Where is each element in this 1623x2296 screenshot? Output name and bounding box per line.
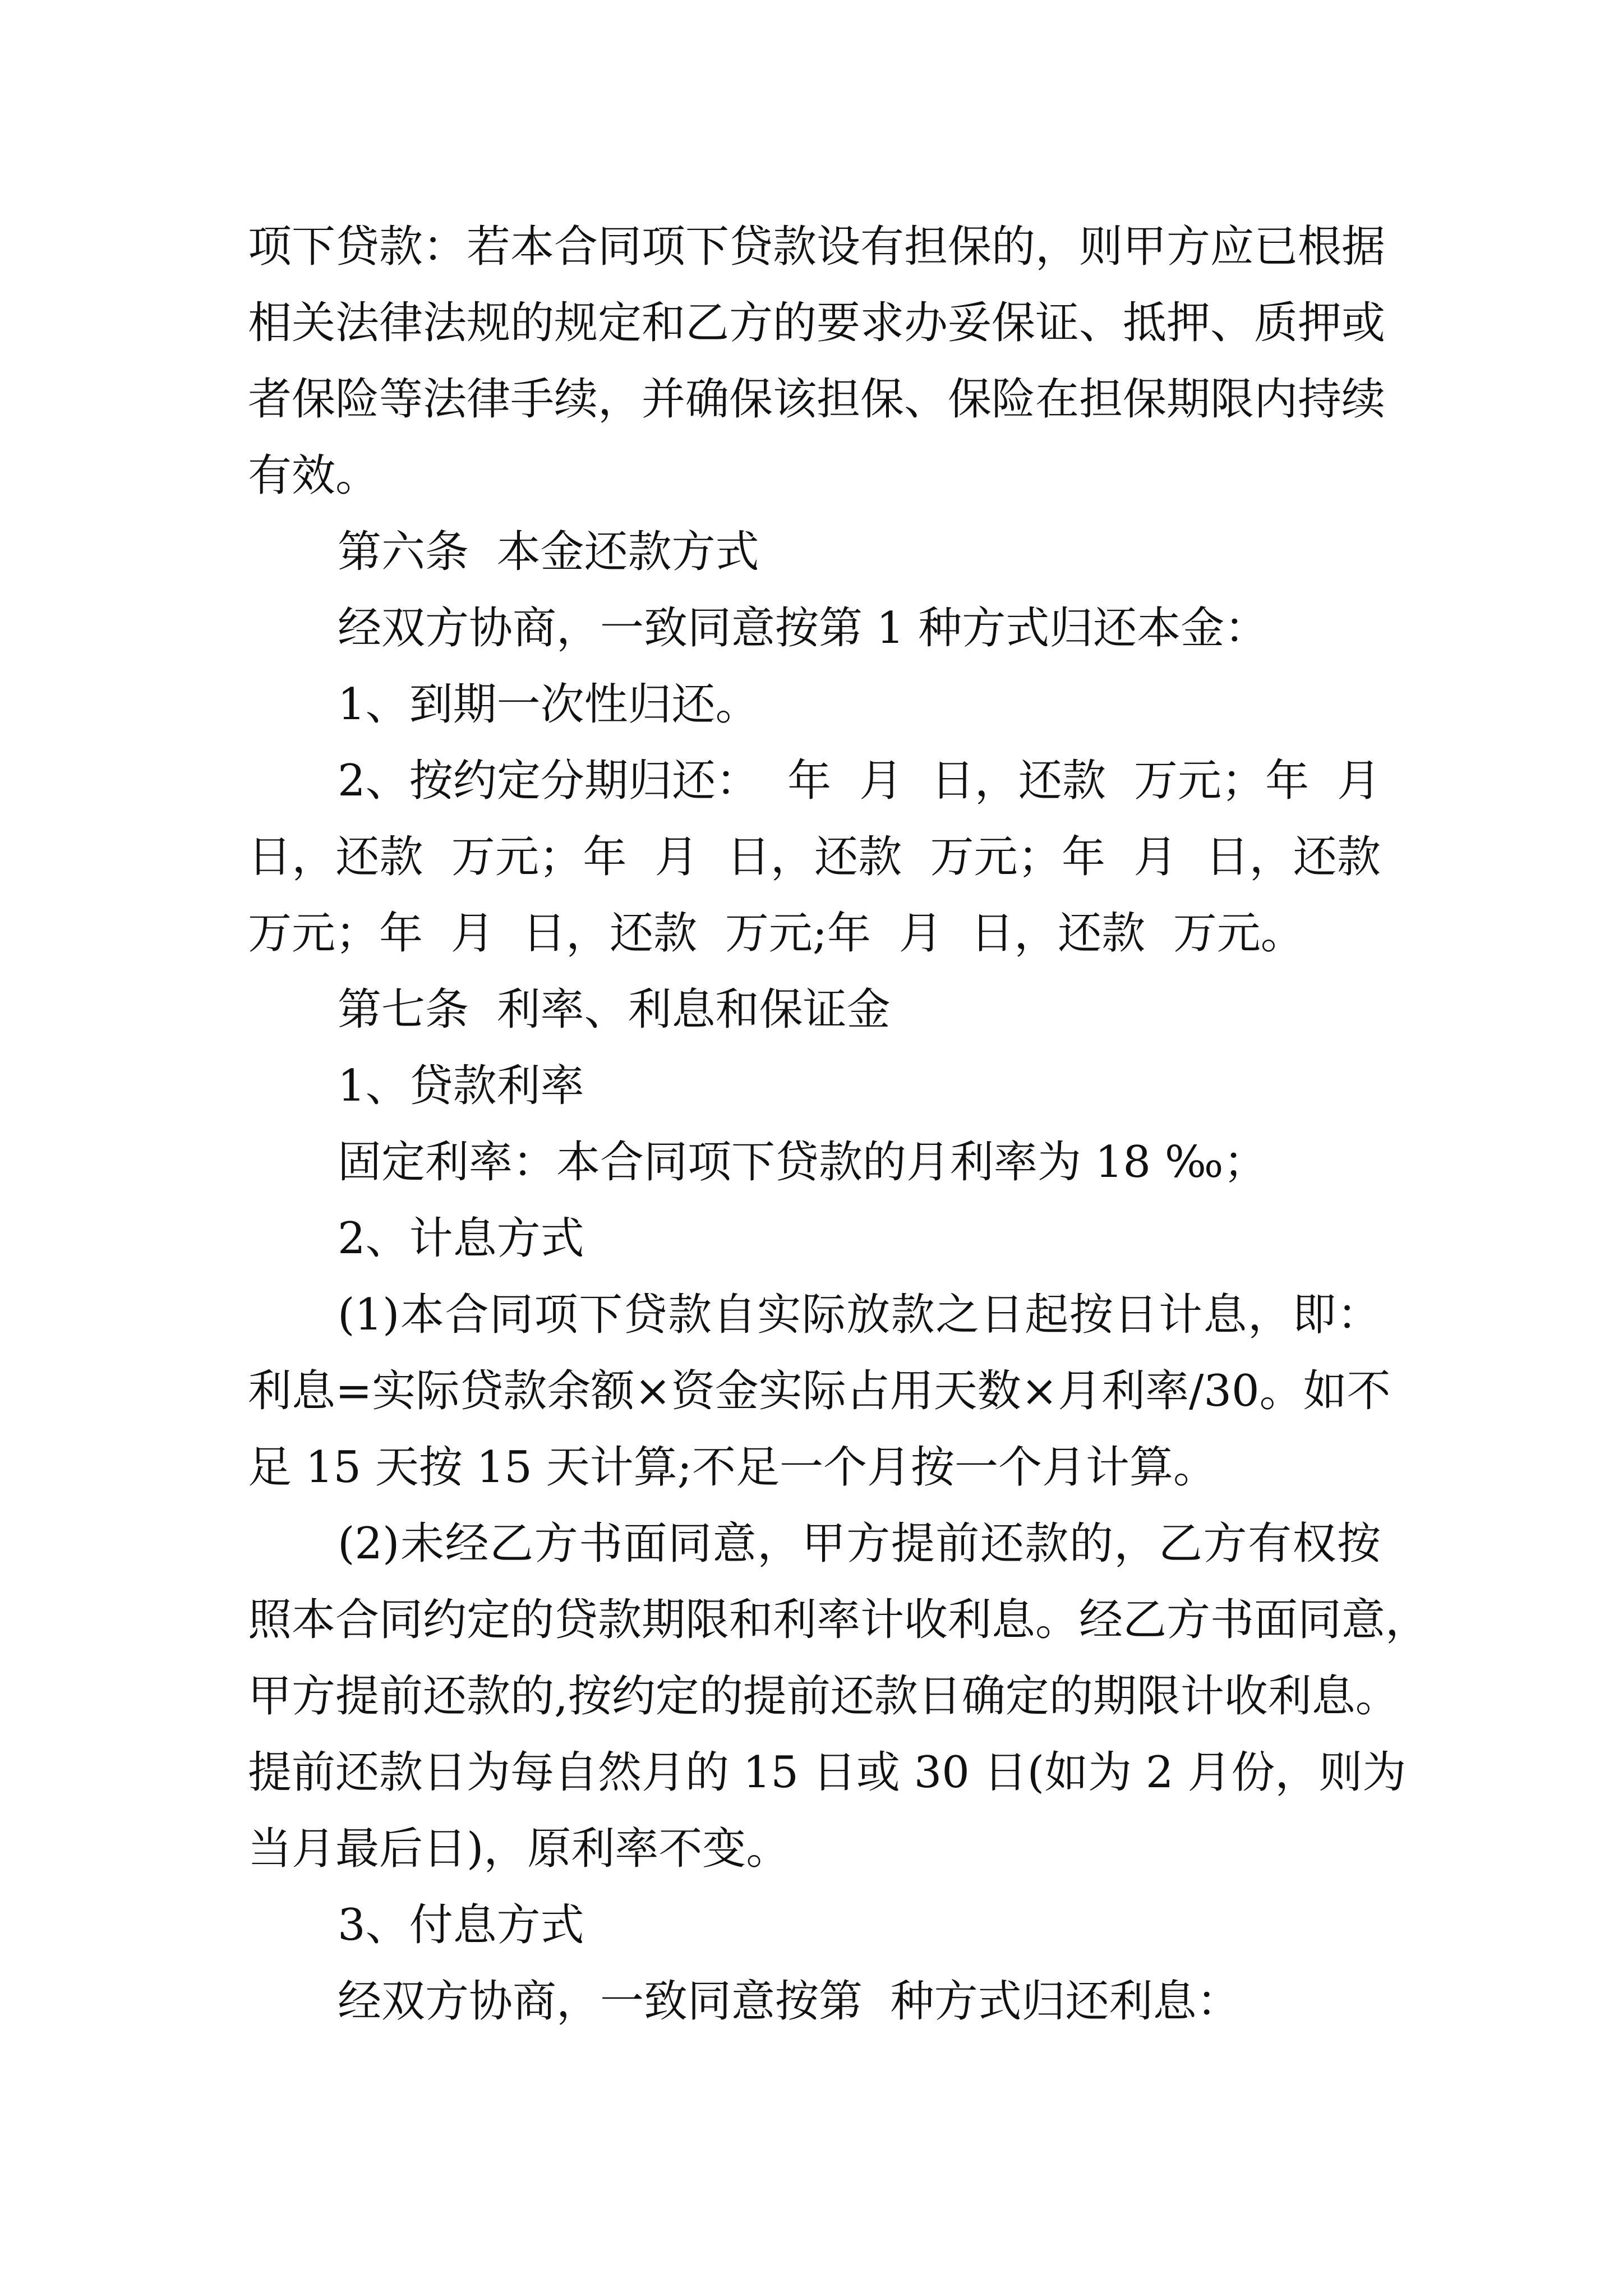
paragraph-line: 万元；年 月 日，还款 万元;年 月 日，还款 万元。: [248, 908, 1304, 959]
paragraph-line: 经双方协商，一致同意按第 种方式归还利息：: [338, 1976, 1241, 2027]
subsection-heading: 3、付息方式: [338, 1900, 584, 1950]
paragraph-line: 当月最后日)，原利率不变。: [248, 1824, 790, 1874]
section-heading: 第七条 利率、利息和保证金: [338, 984, 891, 1035]
paragraph-line: 照本合同约定的贷款期限和利率计收利息。经乙方书面同意，: [248, 1595, 1430, 1645]
paragraph-line: 足 15 天按 15 天计算;不足一个月按一个月计算。: [248, 1442, 1217, 1493]
paragraph-line: 提前还款日为每自然月的 15 日或 30 日(如为 2 月份，则为: [248, 1747, 1407, 1798]
list-item: 1、到期一次性归还。: [338, 679, 759, 730]
paragraph-line: 者保险等法律手续，并确保该担保、保险在担保期限内持续: [248, 374, 1386, 425]
subsection-heading: 1、贷款利率: [338, 1061, 584, 1111]
paragraph-line: 甲方提前还款的,按约定的提前还款日确定的期限计收利息。: [248, 1671, 1399, 1722]
paragraph-line: (2)未经乙方书面同意，甲方提前还款的，乙方有权按: [338, 1519, 1381, 1569]
subsection-heading: 2、计息方式: [338, 1213, 584, 1264]
paragraph-line: (1)本合同项下贷款自实际放款之日起按日计息，即：: [338, 1290, 1381, 1340]
document-body: [248, 209, 1430, 2040]
paragraph-line: 利息=实际贷款余额×资金实际占用天数×月利率/30。如不: [248, 1366, 1391, 1416]
list-item: 2、按约定分期归还： 年 月 日，还款 万元；年 月: [338, 756, 1381, 806]
paragraph-line: 相关法律法规的规定和乙方的要求办妥保证、抵押、质押或: [248, 298, 1386, 348]
paragraph-line: 日，还款 万元；年 月 日，还款 万元；年 月 日，还款: [248, 832, 1381, 882]
section-heading: 第六条 本金还款方式: [338, 527, 759, 577]
paragraph-line: 固定利率：本合同项下贷款的月利率为 18 ‰；: [338, 1137, 1267, 1188]
paragraph-line: 经双方协商，一致同意按第 1 种方式归还本金：: [338, 603, 1269, 654]
paragraph-line: 有效。: [248, 450, 380, 501]
paragraph-line: 项下贷款：若本合同项下贷款设有担保的，则甲方应已根据: [248, 222, 1386, 272]
